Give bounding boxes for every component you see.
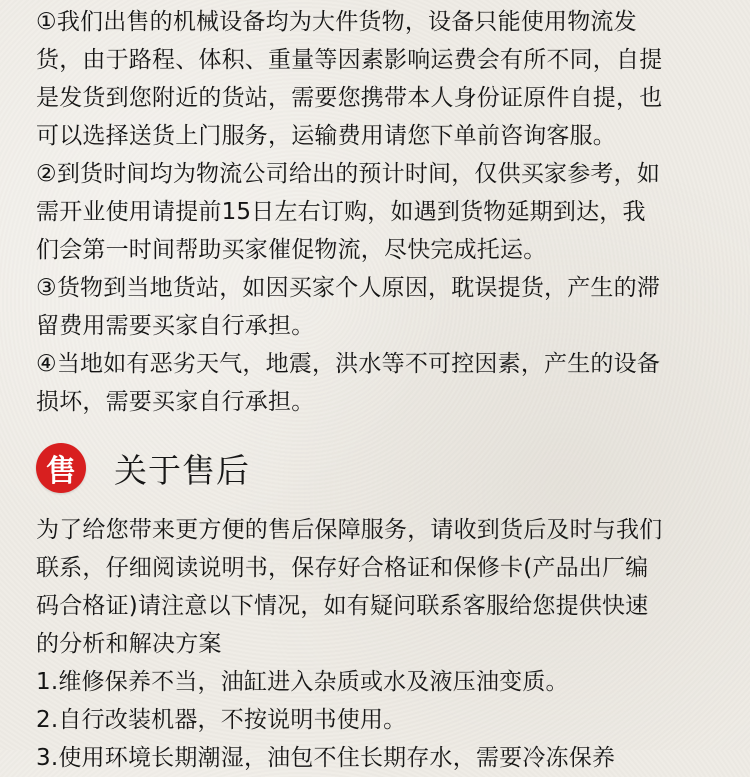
after-sales-line: 1.维修保养不当，油缸进入杂质或水及液压油变质。	[36, 669, 569, 695]
after-sales-line: 联系，仔细阅读说明书，保存好合格证和保修卡(产品出厂编	[36, 555, 649, 581]
after-sales-notes	[36, 511, 726, 777]
after-sales-line: 2.自行改装机器，不按说明书使用。	[36, 707, 407, 733]
after-sales-badge-icon: 售	[36, 443, 86, 493]
shipping-note-line: 损坏，需要买家自行承担。	[36, 389, 315, 415]
shipping-note-line: 需开业使用请提前15日左右订购，如遇到货物延期到达，我	[36, 199, 646, 225]
shipping-notes	[36, 3, 726, 421]
shipping-note-line: 留费用需要买家自行承担。	[36, 313, 315, 339]
after-sales-line: 为了给您带来更方便的售后保障服务，请收到货后及时与我们	[36, 517, 663, 543]
after-sales-line: 码合格证)请注意以下情况，如有疑问联系客服给您提供快速	[36, 593, 649, 619]
shipping-note-line: 是发货到您附近的货站，需要您携带本人身份证原件自提，也	[36, 85, 663, 111]
shipping-note-line: ③货物到当地货站，如因买家个人原因，耽误提货，产生的滞	[36, 275, 661, 301]
shipping-note-line: ①我们出售的机械设备均为大件货物，设备只能使用物流发	[36, 9, 637, 35]
shipping-note-line: ②到货时间均为物流公司给出的预计时间，仅供买家参考，如	[36, 161, 661, 187]
shipping-note-line: 可以选择送货上门服务，运输费用请您下单前咨询客服。	[36, 123, 616, 149]
after-sales-heading	[36, 440, 250, 496]
after-sales-line: 3.使用环境长期潮湿，油包不住长期存水，需要冷冻保养	[36, 745, 616, 771]
after-sales-title: 关于售后	[114, 450, 250, 490]
after-sales-line: 的分析和解决方案	[36, 631, 222, 657]
shipping-note-line: 们会第一时间帮助买家催促物流，尽快完成托运。	[36, 237, 547, 263]
shipping-note-line: 货，由于路程、体积、重量等因素影响运费会有所不同，自提	[36, 47, 663, 73]
shipping-note-line: ④当地如有恶劣天气，地震，洪水等不可控因素，产生的设备	[36, 351, 661, 377]
